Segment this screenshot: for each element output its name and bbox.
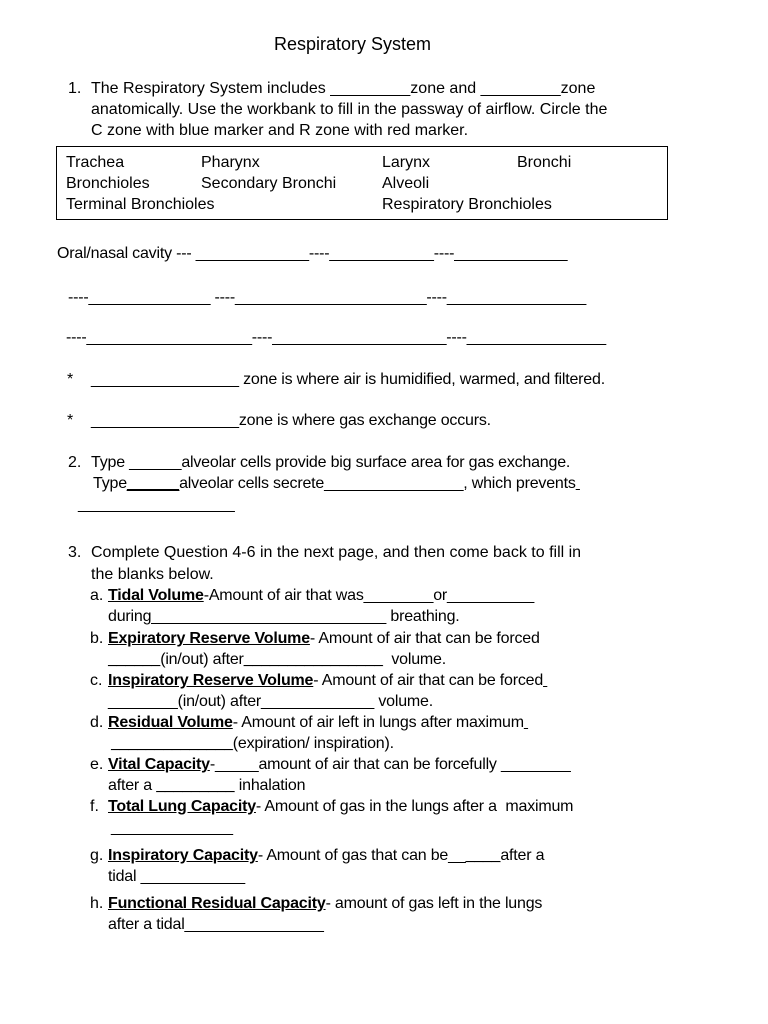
item-a-marker: a. <box>90 587 104 604</box>
q2-line2-type: Type <box>93 475 127 492</box>
bullet-star: * <box>67 412 74 429</box>
word-terminal-bronchioles: Terminal Bronchioles <box>66 196 215 213</box>
item-h-line2: after a tidal________________ <box>108 916 324 933</box>
item-g-text: - Amount of gas that can be__ <box>257 847 466 864</box>
item-c-trail <box>543 672 547 689</box>
term-residual-volume: Residual Volume <box>108 714 233 731</box>
word-trachea: Trachea <box>66 154 125 171</box>
item-b-text: - Amount of air that can be forced <box>309 630 540 647</box>
item-e-line2 <box>108 775 305 796</box>
item-e-line1 <box>108 754 571 775</box>
item-g-line2: tidal ____________ <box>108 868 245 885</box>
q2-line2 <box>93 473 580 494</box>
q2-number: 2. <box>68 454 82 471</box>
respiratory-zone-line: _________________zone is where gas exchange occurs. <box>91 412 491 429</box>
item-c-marker: c. <box>90 672 103 689</box>
term-total-lung-capacity: Total Lung Capacity <box>108 798 256 815</box>
term-inspiratory-capacity: Inspiratory Capacity <box>108 847 258 864</box>
item-c-text: - Amount of air that can be forced <box>313 672 544 689</box>
term-expiratory-reserve-volume: Expiratory Reserve Volume <box>108 630 310 647</box>
item-b-line1 <box>108 628 540 649</box>
item-b-mid: (in/out) after <box>160 651 244 668</box>
item-d-trail <box>524 714 528 731</box>
q1-line2: anatomically. Use the workbank to fill in the passway of airflow. Circle the <box>91 101 608 118</box>
item-d-line1 <box>108 712 528 733</box>
item-f-marker: f. <box>90 798 99 815</box>
word-alveoli: Alveoli <box>382 175 430 192</box>
item-g-blank: ____ <box>465 847 501 864</box>
q1-line3: C zone with blue marker and R zone with red marker. <box>91 122 469 139</box>
item-e-text: -_____amount of air that can be forcefully ________ <box>209 756 571 773</box>
item-b-line2 <box>108 649 446 670</box>
item-d-marker: d. <box>90 714 104 731</box>
conducting-zone-line: _________________ zone is where air is humidified, warmed, and filtered. <box>91 371 605 388</box>
q2-line2-text: alveolar cells secrete________________, which prevents <box>179 475 576 492</box>
bullet-star: * <box>67 371 74 388</box>
item-h-marker: h. <box>90 895 104 912</box>
item-g-marker: g. <box>90 847 104 864</box>
item-f-text: - Amount of gas in the lungs after a maximum <box>255 798 574 815</box>
item-e-marker: e. <box>90 756 104 773</box>
word-bank <box>56 146 668 220</box>
item-b-end: volume. <box>382 651 446 668</box>
item-f-line1 <box>108 796 573 817</box>
q2-line1: Type ______alveolar cells provide big surface area for gas exchange. <box>91 454 571 471</box>
item-d-line2 <box>111 733 394 754</box>
item-a-text: -Amount of air that was________or__________ <box>203 587 535 604</box>
page-title: Respiratory System <box>274 34 432 54</box>
item-e-blank: _________ <box>156 777 235 794</box>
item-g-after: after a <box>500 847 545 864</box>
item-g-line1 <box>108 845 544 866</box>
item-h-text: - amount of gas left in the lungs <box>325 895 543 912</box>
q2-line3: __________________ <box>78 496 235 513</box>
term-tidal-volume: Tidal Volume <box>108 587 204 604</box>
item-d-text: - Amount of air left in lungs after maximum <box>232 714 524 731</box>
word-bronchi: Bronchi <box>517 154 572 171</box>
item-c-line1 <box>108 670 547 691</box>
word-larynx: Larynx <box>382 154 431 171</box>
item-h-line1 <box>108 893 542 914</box>
q3-number: 3. <box>68 544 82 561</box>
item-e-inhalation: inhalation <box>234 777 306 794</box>
term-functional-residual-capacity: Functional Residual Capacity <box>108 895 326 912</box>
word-respiratory-bronchioles: Respiratory Bronchioles <box>382 196 552 213</box>
q2-line2-trail <box>576 475 580 492</box>
airflow-line2: ----______________ ----______________________----________________ <box>68 289 587 306</box>
word-secondary-bronchi: Secondary Bronchi <box>201 175 337 192</box>
word-bronchioles: Bronchioles <box>66 175 150 192</box>
term-inspiratory-reserve-volume: Inspiratory Reserve Volume <box>108 672 314 689</box>
q3-line2: the blanks below. <box>91 566 214 583</box>
item-b-blank1: ______ <box>108 651 161 668</box>
item-a-line1 <box>108 585 534 606</box>
item-b-blank2: ________________ <box>243 651 383 668</box>
item-a-line2: during___________________________ breathing. <box>108 608 460 625</box>
item-e-after: after a <box>108 777 157 794</box>
q1-line1: The Respiratory System includes _________zone and _________zone <box>91 80 596 97</box>
airflow-line3: ----___________________----____________________----________________ <box>66 329 606 346</box>
q1-number: 1. <box>68 80 82 97</box>
item-d-end: (expiration/ inspiration). <box>232 735 394 752</box>
airflow-line1: Oral/nasal cavity --- _____________----____________----_____________ <box>57 245 568 262</box>
item-c-line2: ________(in/out) after_____________ volume. <box>108 693 433 710</box>
q3-line1: Complete Question 4-6 in the next page, and then come back to fill in <box>91 544 582 561</box>
q2-line2-blank: ______ <box>126 475 180 492</box>
term-vital-capacity: Vital Capacity <box>108 756 210 773</box>
word-pharynx: Pharynx <box>201 154 260 171</box>
item-d-blank: ______________ <box>111 735 233 752</box>
item-f-line2: ______________ <box>111 819 233 836</box>
item-b-marker: b. <box>90 630 104 647</box>
